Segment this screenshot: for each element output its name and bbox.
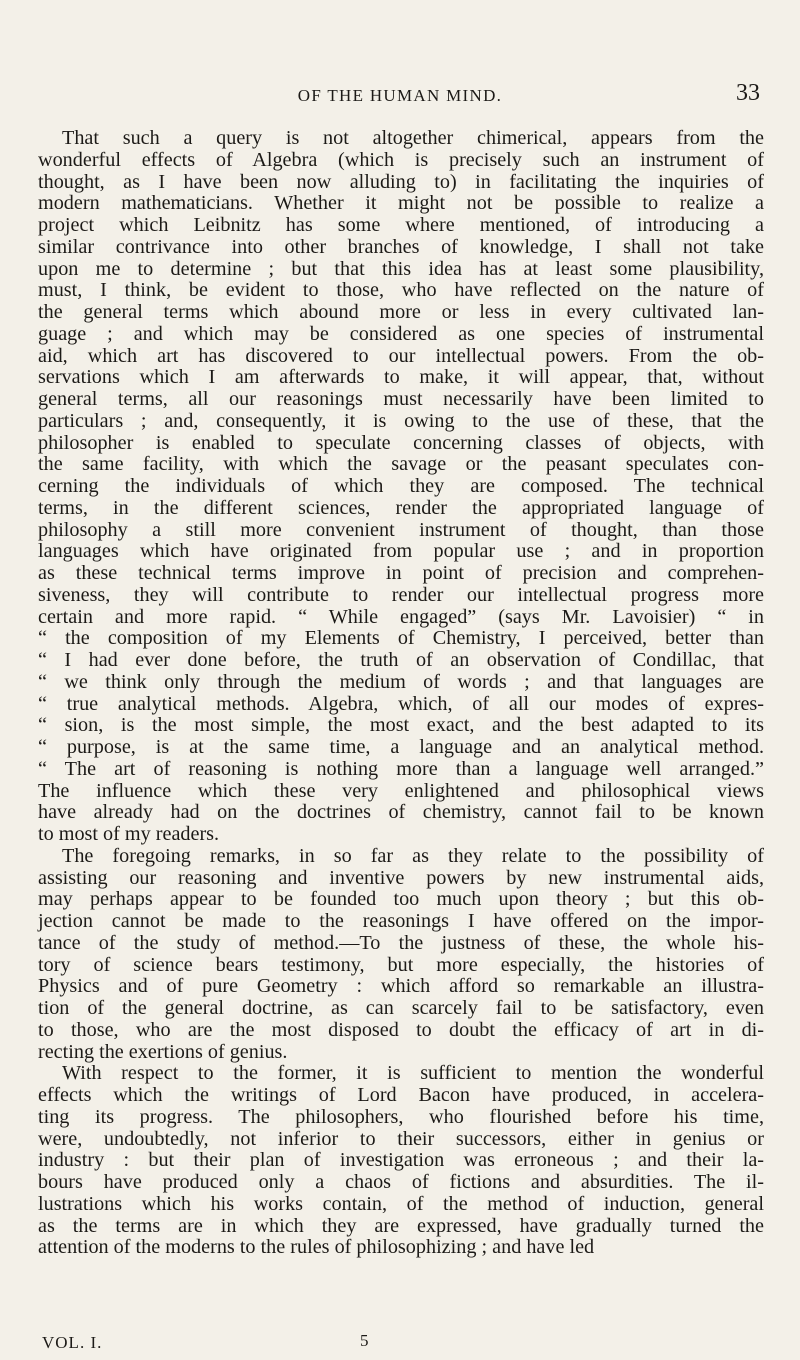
text-line: jection cannot be made to the reasonings I have offered on the impor- [38,910,764,932]
text-line: philosopher is enabled to speculate concerning classes of objects, with [38,431,764,454]
text-line: aid, which art has discovered to our intellectual powers. From the ob- [38,344,764,367]
text-line: the general terms which abound more or less in every cultivated lan- [38,301,764,323]
text-line: project which Leibnitz has some where mentioned, of introducing a [38,214,764,236]
page-header [40,80,760,112]
page-footer [42,1333,762,1355]
text-line: philosophy a still more convenient instrument of thought, than those [38,518,764,541]
text-line: wonderful effects of Algebra (which is precisely such an instrument of [38,148,764,171]
text-line: “ the composition of my Elements of Chemistry, I perceived, better than [38,627,764,650]
text-line: assisting our reasoning and inventive powers by new instrumental aids, [38,866,764,889]
text-line: recting the exertions of genius. [38,1040,288,1063]
text-line: cerning the individuals of which they are composed. The technical [38,475,764,497]
text-line: ting its progress. The philosophers, who flourished before his time, [38,1105,764,1128]
text-line: That such a query is not altogether chimerical, appears from the [62,127,764,149]
text-line: The influence which these very enlightened and philosophical views [38,779,764,802]
volume-signature: VOL. I. [42,1333,103,1352]
text-line: as these technical terms improve in point of precision and comprehen- [38,562,764,584]
text-line: as the terms are in which they are expressed, have gradually turned the [38,1214,764,1237]
text-line: “ purpose, is at the same time, a language and an analytical method. [38,736,764,758]
text-line: “ we think only through the medium of words ; and that languages are [38,670,764,693]
text-line: Physics and of pure Geometry : which afford so remarkable an illustra- [38,975,764,998]
text-line: must, I think, be evident to those, who have reflected on the nature of [38,279,764,302]
text-line: thought, as I have been now alluding to) in facilitating the inquiries of [38,170,764,193]
text-line: industry : but their plan of investigation was erroneous ; and their la- [38,1149,764,1172]
text-line: “ sion, is the most simple, the most exact, and the best adapted to its [38,714,764,737]
sheet-mark: 5 [360,1331,369,1350]
text-line: “ true analytical methods. Algebra, which, of all our modes of expres- [38,692,764,715]
text-line: languages which have originated from popular use ; and in proportion [38,540,764,563]
text-line: particulars ; and, consequently, it is owing to the use of these, that the [38,409,764,432]
text-line: were, undoubtedly, not inferior to their successors, either in genius or [38,1127,764,1150]
text-line: the same facility, with which the savage or the peasant speculates con- [38,453,764,476]
text-line: attention of the moderns to the rules of philosophizing ; and have led [38,1236,595,1259]
text-line: similar contrivance into other branches of knowledge, I shall not take [38,235,764,258]
running-title: OF THE HUMAN MIND. [297,86,503,105]
text-line: With respect to the former, it is sufficient to mention the wonderful [62,1062,764,1085]
text-line: “ The art of reasoning is nothing more than a language well arranged.” [38,757,764,780]
text-line: servations which I am afterwards to make, it will appear, that, without [38,366,764,389]
text-line: “ I had ever done before, the truth of an observation of Condillac, that [38,649,764,671]
text-line: lustrations which his works contain, of the method of induction, general [38,1192,764,1215]
text-line: guage ; and which may be considered as one species of instrumental [38,322,764,345]
text-line: terms, in the different sciences, render the appropriated language of [38,496,764,519]
text-line: effects which the writings of Lord Bacon have produced, in accelera- [38,1084,764,1106]
text-line: to those, who are the most disposed to doubt the efficacy of art in di- [38,1018,764,1041]
text-line: siveness, they will contribute to render our intellectual progress more [38,583,764,606]
text-line: tance of the study of method.—To the justness of these, the whole his- [38,931,764,954]
body-text [38,128,764,1259]
text-line: upon me to determine ; but that this idea has at least some plausibility, [38,257,764,280]
text-line: The foregoing remarks, in so far as they relate to the possibility of [62,844,764,867]
page-number: 33 [736,80,760,106]
text-line: certain and more rapid. “ While engaged” (says Mr. Lavoisier) “ in [38,605,764,628]
text-line: modern mathematicians. Whether it might not be possible to realize a [38,192,764,215]
text-line: may perhaps appear to be founded too much upon theory ; but this ob- [38,888,764,911]
text-line: have already had on the doctrines of chemistry, cannot fail to be known [38,801,764,824]
text-line: bours have produced only a chaos of fictions and absurdities. The il- [38,1171,764,1193]
text-line: to most of my readers. [38,823,220,845]
text-line: tion of the general doctrine, as can scarcely fail to be satisfactory, even [38,997,764,1019]
text-line: tory of science bears testimony, but more especially, the histories of [38,953,764,976]
text-line: general terms, all our reasonings must necessarily have been limited to [38,388,764,410]
